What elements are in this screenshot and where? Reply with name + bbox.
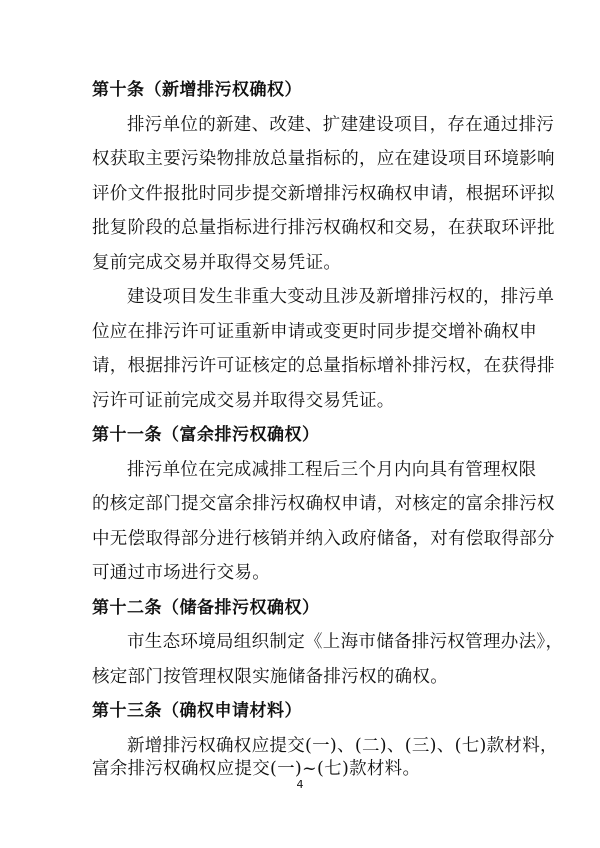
article-10-p2-line: 污许可证前完成交易并取得交易凭证。 (92, 391, 395, 411)
article-11-p1-line: 中无偿取得部分进行核销并纳入政府储备，对有偿取得部分 (92, 529, 555, 549)
article-12-p1-line: 市生态环境局组织制定《上海市储备排污权管理办法》， (127, 632, 564, 652)
article-13-heading: 第十三条（确权申请材料） (92, 701, 302, 721)
article-11-heading: 第十一条（富余排污权确权） (92, 425, 320, 445)
article-11-p1-line: 排污单位在完成减排工程后三个月内向具有管理权限 (127, 460, 537, 480)
article-12-p1-line: 核定部门按管理权限实施储备排污权的确权。 (92, 667, 448, 687)
article-10-p2-line: 位应在排污许可证重新申请或变更时同步提交增补确权申 (92, 322, 537, 342)
article-11-p1-line: 可通过市场进行交易。 (92, 563, 270, 583)
article-11-p1-line: 的核定部门提交富余排污权确权申请，对核定的富余排污权 (92, 494, 555, 514)
article-10-p1-line: 复前完成交易并取得交易凭证。 (92, 253, 342, 273)
article-12-heading: 第十二条（储备排污权确权） (92, 598, 320, 618)
article-10-p2-line: 请，根据排污许可证核定的总量指标增补排污权，在获得排 (92, 356, 555, 376)
article-10-p2-line: 建设项目发生非重大变动且涉及新增排污权的，排污单 (127, 287, 555, 307)
article-13-p1-line: 新增排污权确权应提交(一)、(二)、(三)、(七)款材料， (127, 736, 558, 756)
article-10-p1-line: 评价文件报批时同步提交新增排污权确权申请，根据环评拟 (92, 184, 555, 204)
article-10-heading: 第十条（新增排污权确权） (92, 80, 302, 100)
article-10-p1-line: 权获取主要污染物排放总量指标的，应在建设项目环境影响 (92, 149, 555, 169)
page-number: 4 (296, 778, 304, 791)
article-10-p1-line: 批复阶段的总量指标进行排污权确权和交易，在获取环评批 (92, 218, 555, 238)
article-10-p1-line: 排污单位的新建、改建、扩建建设项目，存在通过排污 (127, 115, 555, 135)
article-13-p1-line: 富余排污权确权应提交(一)~(七)款材料。 (92, 759, 421, 779)
